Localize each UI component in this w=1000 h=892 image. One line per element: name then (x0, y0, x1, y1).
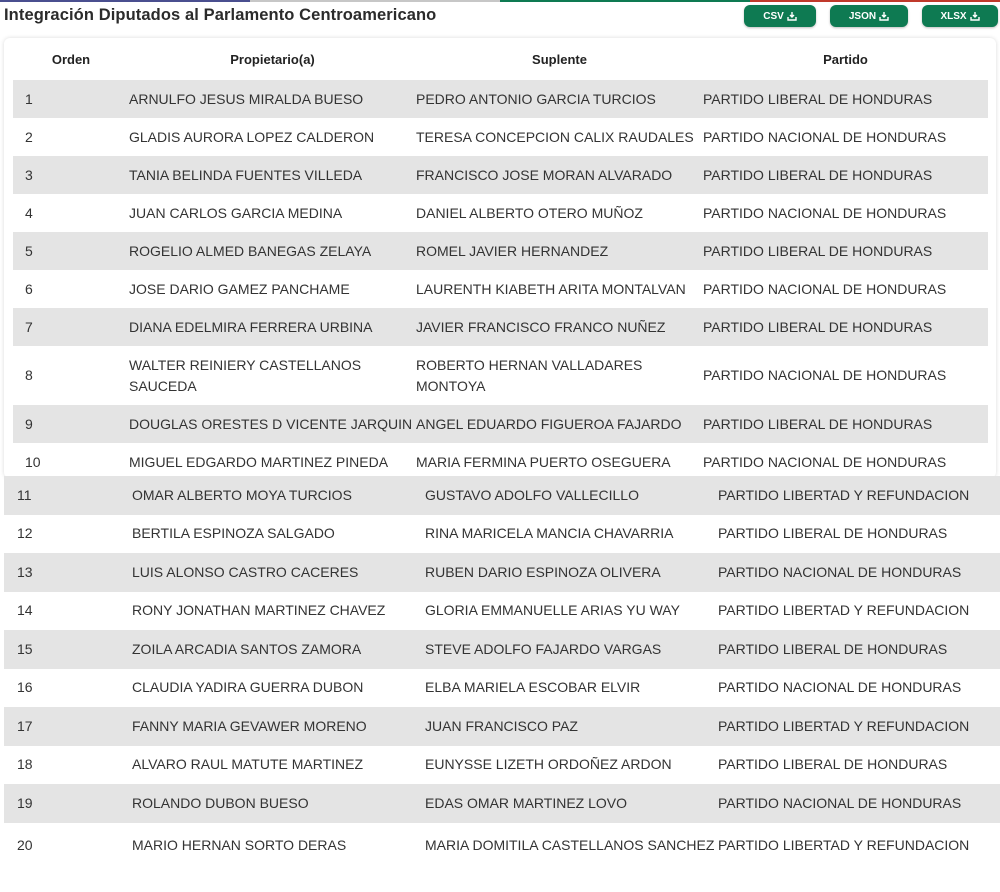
cell-suplente: ELBA MARIELA ESCOBAR ELVIR (425, 679, 641, 696)
cell-suplente: RINA MARICELA MANCIA CHAVARRIA (425, 525, 674, 542)
cell-partido: PARTIDO LIBERAL DE HONDURAS (703, 232, 988, 270)
export-json-button[interactable] (830, 5, 908, 27)
table-row (13, 80, 988, 118)
cell-orden: 10 (25, 453, 41, 470)
cell-propietario: ARNULFO JESUS MIRALDA BUESO (129, 80, 416, 118)
table-row (4, 707, 1000, 746)
table-row (13, 232, 988, 270)
cell-partido: PARTIDO LIBERAL DE HONDURAS (703, 308, 988, 346)
cell-propietario: LUIS ALONSO CASTRO CACERES (132, 553, 425, 592)
cell-propietario: JOSE DARIO GAMEZ PANCHAME (129, 280, 350, 297)
cell-suplente: GUSTAVO ADOLFO VALLECILLO (425, 476, 718, 515)
cell-suplente: FRANCISCO JOSE MORAN ALVARADO (416, 156, 703, 194)
table-row (13, 156, 988, 194)
export-csv-button[interactable] (744, 5, 816, 27)
table-row (13, 308, 988, 346)
table-row (13, 118, 988, 156)
cell-partido: PARTIDO LIBERTAD Y REFUNDACION (718, 602, 970, 619)
cell-suplente: MARIA DOMITILA CASTELLANOS SANCHEZ (425, 837, 715, 853)
cell-propietario: OMAR ALBERTO MOYA TURCIOS (132, 476, 425, 515)
cell-propietario: CLAUDIA YADIRA GUERRA DUBON (132, 679, 364, 696)
cell-propietario: ALVARO RAUL MATUTE MARTINEZ (132, 756, 364, 773)
cell-partido: PARTIDO NACIONAL DE HONDURAS (703, 204, 947, 221)
cell-partido: PARTIDO LIBERAL DE HONDURAS (703, 405, 988, 443)
cell-suplente: PEDRO ANTONIO GARCIA TURCIOS (416, 80, 703, 118)
cell-propietario: ROLANDO DUBON BUESO (132, 784, 425, 823)
stripe-segment (750, 0, 1000, 2)
cell-suplente: STEVE ADOLFO FAJARDO VARGAS (425, 630, 718, 669)
cell-partido: PARTIDO NACIONAL DE HONDURAS (718, 784, 1000, 823)
cell-orden: 16 (17, 679, 33, 696)
table-row (13, 346, 988, 405)
cell-orden: 12 (17, 525, 33, 542)
cell-propietario: BERTILA ESPINOZA SALGADO (132, 525, 335, 542)
cell-orden: 6 (25, 280, 33, 297)
cell-orden: 14 (17, 602, 33, 619)
cell-propietario: JUAN CARLOS GARCIA MEDINA (129, 204, 343, 221)
cell-orden: 17 (4, 707, 132, 746)
cell-partido: PARTIDO LIBERTAD Y REFUNDACION (718, 837, 970, 853)
cell-partido: PARTIDO LIBERAL DE HONDURAS (718, 756, 948, 773)
download-icon (879, 11, 889, 21)
cell-propietario: DIANA EDELMIRA FERRERA URBINA (129, 308, 416, 346)
table-row (4, 784, 1000, 823)
cell-partido: PARTIDO LIBERAL DE HONDURAS (718, 630, 1000, 669)
cell-propietario: FANNY MARIA GEVAWER MORENO (132, 707, 425, 746)
cell-orden: 13 (4, 553, 132, 592)
cell-partido: PARTIDO NACIONAL DE HONDURAS (703, 453, 947, 470)
cell-partido: PARTIDO LIBERAL DE HONDURAS (703, 156, 988, 194)
column-header-suplente[interactable]: Suplente (532, 51, 587, 67)
cell-propietario: MARIO HERNAN SORTO DERAS (132, 837, 347, 853)
cell-suplente: GLORIA EMMANUELLE ARIAS YU WAY (425, 602, 680, 619)
cell-partido: PARTIDO NACIONAL DE HONDURAS (703, 367, 947, 383)
cell-propietario: DOUGLAS ORESTES D VICENTE JARQUIN (129, 405, 416, 443)
cell-orden: 3 (13, 156, 129, 194)
table-row (4, 669, 1000, 708)
cell-orden: 8 (25, 367, 33, 383)
cell-partido: PARTIDO NACIONAL DE HONDURAS (718, 553, 1000, 592)
cell-partido: PARTIDO NACIONAL DE HONDURAS (703, 128, 947, 145)
download-icon (787, 11, 797, 21)
cell-orden: 15 (4, 630, 132, 669)
cell-orden: 5 (13, 232, 129, 270)
cell-orden: 20 (17, 837, 33, 853)
table-row (13, 194, 988, 232)
cell-partido: PARTIDO LIBERAL DE HONDURAS (718, 525, 948, 542)
export-xlsx-label: XLSX (940, 10, 967, 22)
cell-suplente: MARIA FERMINA PUERTO OSEGUERA (416, 453, 671, 470)
cell-suplente: LAURENTH KIABETH ARITA MONTALVAN (416, 280, 686, 297)
cell-suplente: TERESA CONCEPCION CALIX RAUDALES (416, 128, 694, 145)
cell-orden: 4 (25, 204, 33, 221)
download-icon (970, 11, 980, 21)
cell-propietario: TANIA BELINDA FUENTES VILLEDA (129, 156, 416, 194)
cell-suplente: ROBERTO HERNAN VALLADARES MONTOYA (416, 356, 643, 394)
cell-orden: 1 (13, 80, 129, 118)
table-header-row (13, 38, 988, 80)
cell-suplente: ROMEL JAVIER HERNANDEZ (416, 232, 703, 270)
cell-orden: 9 (13, 405, 129, 443)
cell-suplente: RUBEN DARIO ESPINOZA OLIVERA (425, 553, 718, 592)
table-row (4, 746, 1000, 785)
column-header-propietario[interactable]: Propietario(a) (230, 51, 315, 67)
table-row (4, 630, 1000, 669)
table-row (13, 405, 988, 443)
cell-propietario: RONY JONATHAN MARTINEZ CHAVEZ (132, 602, 386, 619)
results-card (4, 38, 996, 478)
page-title: Integración Diputados al Parlamento Centroamericano (4, 6, 437, 24)
cell-suplente: JUAN FRANCISCO PAZ (425, 707, 718, 746)
cell-propietario: GLADIS AURORA LOPEZ CALDERON (129, 128, 375, 145)
cell-suplente: ANGEL EDUARDO FIGUEROA FAJARDO (416, 405, 703, 443)
cell-propietario: ROGELIO ALMED BANEGAS ZELAYA (129, 232, 416, 270)
cell-orden: 7 (13, 308, 129, 346)
cell-partido: PARTIDO LIBERAL DE HONDURAS (703, 80, 988, 118)
top-color-stripe (0, 0, 1000, 2)
cell-partido: PARTIDO NACIONAL DE HONDURAS (703, 280, 947, 297)
cell-suplente: EUNYSSE LIZETH ORDOÑEZ ARDON (425, 756, 672, 773)
page-header (0, 0, 1000, 34)
cell-partido: PARTIDO LIBERTAD Y REFUNDACION (718, 476, 1000, 515)
export-json-label: JSON (848, 10, 877, 22)
cell-orden: 19 (4, 784, 132, 823)
column-header-orden[interactable]: Orden (51, 51, 91, 67)
cell-propietario: ZOILA ARCADIA SANTOS ZAMORA (132, 630, 425, 669)
export-xlsx-button[interactable] (922, 5, 998, 27)
table-row (13, 443, 988, 478)
column-header-partido[interactable]: Partido (823, 51, 868, 67)
cell-orden: 18 (17, 756, 33, 773)
cell-suplente: JAVIER FRANCISCO FRANCO NUÑEZ (416, 308, 703, 346)
cell-orden: 2 (25, 128, 33, 145)
table-row (4, 515, 1000, 554)
stripe-segment (500, 0, 750, 2)
table-row (4, 592, 1000, 631)
cell-propietario: MIGUEL EDGARDO MARTINEZ PINEDA (129, 453, 389, 470)
stripe-segment (250, 0, 500, 2)
table-row (4, 476, 1000, 515)
table-row (4, 553, 1000, 592)
table-row (13, 270, 988, 308)
export-csv-label: CSV (763, 10, 784, 22)
cell-partido: PARTIDO LIBERTAD Y REFUNDACION (718, 707, 1000, 746)
cell-orden: 11 (4, 476, 132, 515)
cell-partido: PARTIDO NACIONAL DE HONDURAS (718, 679, 962, 696)
cell-propietario: WALTER REINIERY CASTELLANOS SAUCEDA (129, 356, 362, 394)
results-table-continued (4, 476, 1000, 869)
table-row (4, 823, 1000, 869)
stripe-segment (0, 0, 250, 2)
results-table (13, 38, 988, 478)
cell-suplente: EDAS OMAR MARTINEZ LOVO (425, 784, 718, 823)
cell-suplente: DANIEL ALBERTO OTERO MUÑOZ (416, 204, 643, 221)
